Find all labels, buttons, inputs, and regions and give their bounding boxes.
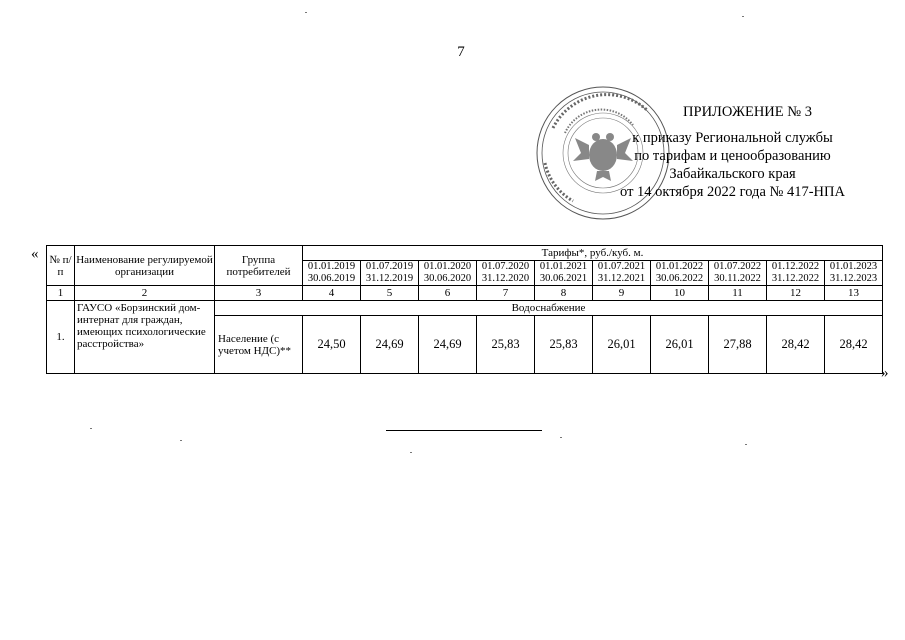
period-header: 01.07.2021 31.12.2021 [593,261,651,286]
scan-speck [745,444,747,445]
tariff-value: 24,69 [419,316,477,374]
tariff-value: 27,88 [709,316,767,374]
column-number: 6 [419,286,477,301]
column-number: 1 [47,286,75,301]
approval-line: от 14 октября 2022 года № 417-НПА [620,184,845,200]
header-org: Наименование регулируемой организации [75,246,215,286]
column-number: 8 [535,286,593,301]
approval-line: Забайкальского края [669,166,796,182]
tariff-value: 24,69 [361,316,419,374]
page-number: 7 [457,44,465,60]
tariff-value: 26,01 [593,316,651,374]
column-number: 5 [361,286,419,301]
organization-name: ГАУСО «Борзинский дом-интернат для граждан, имеющих психологические расстройства» [75,301,215,374]
tariff-value: 28,42 [767,316,825,374]
period-header: 01.01.2019 30.06.2019 [303,261,361,286]
scan-speck [742,16,744,17]
bottom-separator-line [386,430,542,431]
header-tariffs: Тарифы*, руб./куб. м. [303,246,883,261]
consumer-group: Население (с учетом НДС)** [215,316,303,374]
column-number: 11 [709,286,767,301]
tariff-value: 24,50 [303,316,361,374]
column-number: 7 [477,286,535,301]
tariff-value: 25,83 [535,316,593,374]
period-header: 01.01.2021 30.06.2021 [535,261,593,286]
appendix-title: ПРИЛОЖЕНИЕ № 3 [683,104,812,120]
period-header: 01.01.2020 30.06.2020 [419,261,477,286]
header-group: Группа потребителей [215,246,303,286]
tariff-value: 26,01 [651,316,709,374]
period-header: 01.01.2023 31.12.2023 [825,261,883,286]
scan-speck [560,437,562,438]
scan-speck [180,440,182,441]
column-number: 10 [651,286,709,301]
scan-speck [410,452,412,453]
column-number-row [47,286,883,301]
approval-line: к приказу Региональной службы [632,130,833,146]
table-row [47,301,883,316]
column-number: 2 [75,286,215,301]
tariff-value: 25,83 [477,316,535,374]
scan-speck [90,428,92,429]
approval-block [610,103,855,201]
column-number: 13 [825,286,883,301]
tariff-table [46,245,883,374]
period-header: 01.01.2022 30.06.2022 [651,261,709,286]
column-number: 3 [215,286,303,301]
approval-line: по тарифам и ценообразованию [634,148,831,164]
header-num: № п/п [47,246,75,286]
period-header: 01.12.2022 31.12.2022 [767,261,825,286]
period-header: 01.07.2022 30.11.2022 [709,261,767,286]
column-number: 12 [767,286,825,301]
row-number: 1. [47,301,75,374]
period-header: 01.07.2020 31.12.2020 [477,261,535,286]
tariff-value: 28,42 [825,316,883,374]
open-quote: « [31,246,39,262]
column-number: 9 [593,286,651,301]
column-number: 4 [303,286,361,301]
close-quote: » [881,365,889,381]
scan-speck [305,12,307,13]
period-header: 01.07.2019 31.12.2019 [361,261,419,286]
section-title: Водоснабжение [215,301,883,316]
